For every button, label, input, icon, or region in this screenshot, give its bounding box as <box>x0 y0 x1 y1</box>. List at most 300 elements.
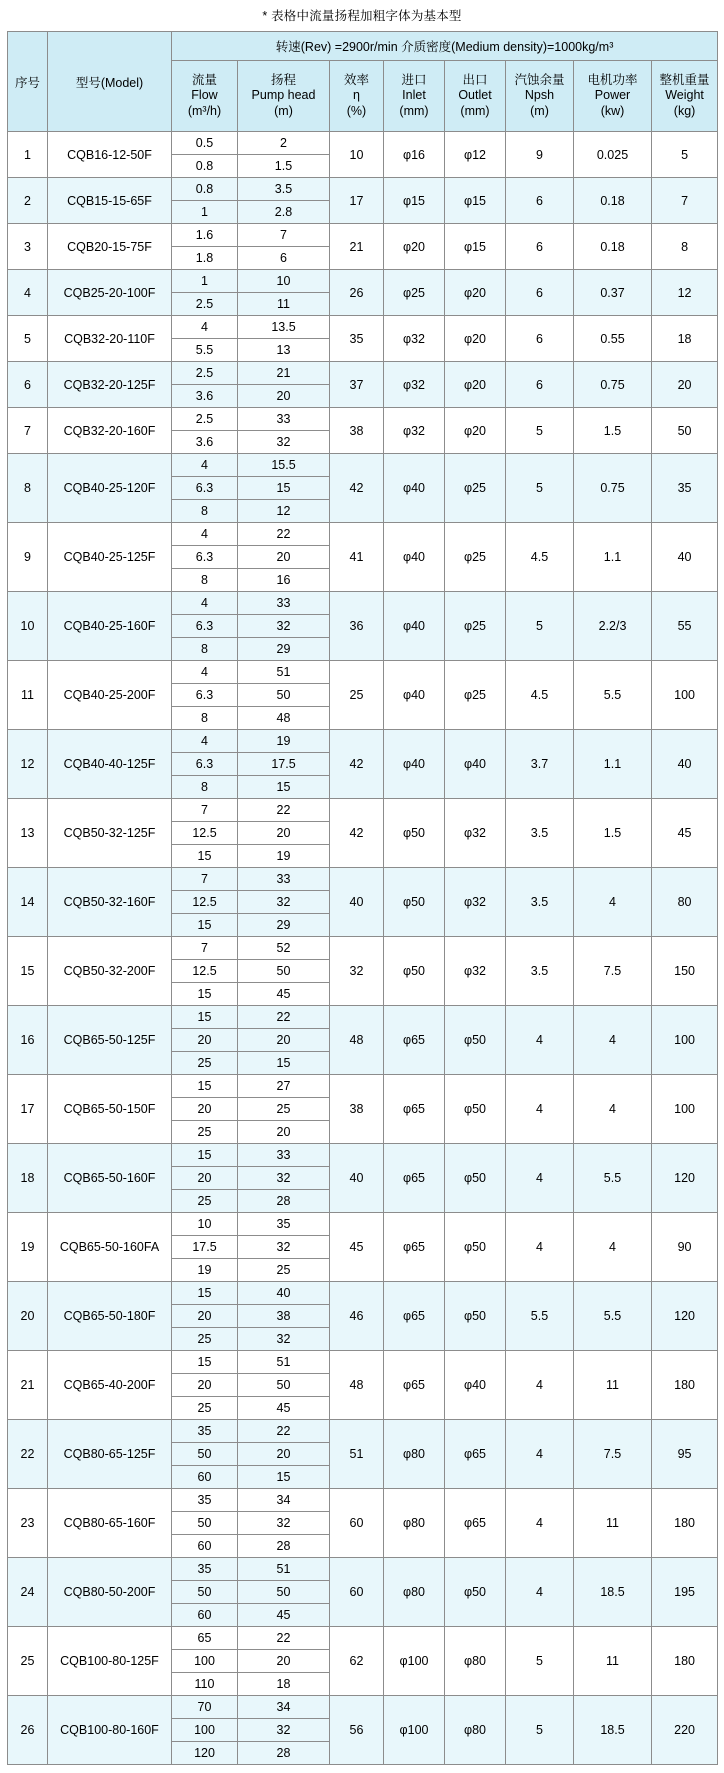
cell-flow-group <box>172 1144 238 1213</box>
cell-head-group <box>238 523 330 592</box>
cell-flow-group <box>172 592 238 661</box>
column-header-weight-cn: 整机重量 <box>659 72 710 87</box>
table-row <box>8 1489 718 1558</box>
cell-flow: 15 <box>172 914 237 937</box>
cell-flow-group <box>172 1420 238 1489</box>
table-row <box>8 1351 718 1420</box>
cell-head: 45 <box>238 1397 329 1420</box>
cell-head-group <box>238 799 330 868</box>
cell-efficiency: 60 <box>330 1558 384 1627</box>
cell-model: CQB65-50-125F <box>48 1006 172 1075</box>
cell-index: 4 <box>8 270 48 316</box>
cell-flow: 8 <box>172 569 237 592</box>
cell-outlet: φ80 <box>445 1696 506 1765</box>
cell-flow: 20 <box>172 1374 237 1397</box>
column-header-efficiency-cn: 效率 <box>343 72 369 87</box>
cell-head: 13 <box>238 339 329 362</box>
cell-npsh: 6 <box>506 362 574 408</box>
cell-power: 4 <box>574 868 652 937</box>
cell-weight: 20 <box>652 362 718 408</box>
cell-npsh: 4.5 <box>506 523 574 592</box>
cell-index: 13 <box>8 799 48 868</box>
cell-head: 32 <box>238 615 329 638</box>
cell-inlet: φ65 <box>384 1282 445 1351</box>
cell-head-group <box>238 730 330 799</box>
cell-flow: 2.5 <box>172 408 237 431</box>
cell-head: 40 <box>238 1282 329 1305</box>
cell-model: CQB65-50-160FA <box>48 1213 172 1282</box>
cell-head: 15 <box>238 776 329 799</box>
cell-head: 28 <box>238 1742 329 1765</box>
cell-flow-group <box>172 1282 238 1351</box>
cell-power: 0.18 <box>574 224 652 270</box>
cell-outlet: φ20 <box>445 316 506 362</box>
table-row <box>8 316 718 362</box>
cell-head: 20 <box>238 385 329 408</box>
cell-head: 50 <box>238 684 329 707</box>
cell-head-group <box>238 132 330 178</box>
cell-flow: 1 <box>172 201 237 224</box>
cell-outlet: φ12 <box>445 132 506 178</box>
cell-flow: 120 <box>172 1742 237 1765</box>
cell-head-group <box>238 592 330 661</box>
column-header-inlet-cn: 进口 <box>401 72 427 87</box>
cell-inlet: φ65 <box>384 1144 445 1213</box>
cell-inlet: φ50 <box>384 799 445 868</box>
cell-flow: 4 <box>172 730 237 753</box>
cell-power: 0.025 <box>574 132 652 178</box>
table-header <box>8 32 718 132</box>
cell-head-group <box>238 1351 330 1420</box>
cell-weight: 100 <box>652 1006 718 1075</box>
cell-model: CQB25-20-100F <box>48 270 172 316</box>
cell-index: 12 <box>8 730 48 799</box>
cell-flow: 4 <box>172 592 237 615</box>
table-row <box>8 132 718 178</box>
cell-flow: 15 <box>172 983 237 1006</box>
cell-model: CQB65-50-150F <box>48 1075 172 1144</box>
cell-npsh: 6 <box>506 270 574 316</box>
cell-flow: 6.3 <box>172 753 237 776</box>
cell-power: 1.1 <box>574 730 652 799</box>
column-header-npsh-unit: (m) <box>530 103 549 118</box>
column-header-weight-unit: (kg) <box>673 103 696 118</box>
cell-outlet: φ25 <box>445 661 506 730</box>
cell-flow: 20 <box>172 1029 237 1052</box>
cell-model: CQB40-25-160F <box>48 592 172 661</box>
column-header-outlet <box>445 61 506 132</box>
table-row <box>8 1420 718 1489</box>
column-header-outlet-unit: (mm) <box>460 103 490 118</box>
cell-inlet: φ65 <box>384 1006 445 1075</box>
cell-head: 21 <box>238 362 329 385</box>
cell-flow-group <box>172 661 238 730</box>
cell-flow: 60 <box>172 1535 237 1558</box>
cell-head-group <box>238 454 330 523</box>
cell-model: CQB80-65-125F <box>48 1420 172 1489</box>
cell-head: 29 <box>238 914 329 937</box>
cell-head: 50 <box>238 960 329 983</box>
cell-head: 45 <box>238 983 329 1006</box>
column-header-outlet-en: Outlet <box>458 88 492 103</box>
cell-npsh: 4 <box>506 1351 574 1420</box>
cell-head: 20 <box>238 1029 329 1052</box>
cell-efficiency: 48 <box>330 1351 384 1420</box>
cell-flow: 50 <box>172 1512 237 1535</box>
cell-flow-group <box>172 224 238 270</box>
cell-head: 22 <box>238 1006 329 1029</box>
cell-inlet: φ80 <box>384 1558 445 1627</box>
column-header-power-cn: 电机功率 <box>587 72 638 87</box>
column-header-efficiency-sym: η <box>353 88 360 103</box>
cell-head-group <box>238 937 330 1006</box>
cell-inlet: φ40 <box>384 730 445 799</box>
cell-head-group <box>238 1144 330 1213</box>
table-row <box>8 178 718 224</box>
cell-head: 51 <box>238 661 329 684</box>
cell-head-group <box>238 868 330 937</box>
cell-weight: 7 <box>652 178 718 224</box>
cell-head: 50 <box>238 1374 329 1397</box>
cell-flow: 20 <box>172 1305 237 1328</box>
cell-flow: 0.5 <box>172 132 237 155</box>
cell-head: 22 <box>238 1420 329 1443</box>
cell-head: 32 <box>238 431 329 454</box>
cell-npsh: 4 <box>506 1489 574 1558</box>
cell-efficiency: 56 <box>330 1696 384 1765</box>
table-row <box>8 1558 718 1627</box>
cell-flow: 25 <box>172 1052 237 1075</box>
cell-power: 1.5 <box>574 799 652 868</box>
cell-power: 11 <box>574 1351 652 1420</box>
cell-head: 20 <box>238 822 329 845</box>
cell-head: 27 <box>238 1075 329 1098</box>
cell-model: CQB40-25-200F <box>48 661 172 730</box>
cell-flow: 70 <box>172 1696 237 1719</box>
cell-flow-group <box>172 1696 238 1765</box>
cell-head: 52 <box>238 937 329 960</box>
cell-head: 28 <box>238 1535 329 1558</box>
cell-model: CQB20-15-75F <box>48 224 172 270</box>
cell-flow-group <box>172 1558 238 1627</box>
cell-head: 1.5 <box>238 155 329 178</box>
cell-flow: 25 <box>172 1121 237 1144</box>
cell-model: CQB32-20-160F <box>48 408 172 454</box>
column-header-power-unit: (kw) <box>600 103 625 118</box>
cell-flow: 5.5 <box>172 339 237 362</box>
cell-flow-group <box>172 868 238 937</box>
cell-power: 4 <box>574 1213 652 1282</box>
cell-head: 45 <box>238 1604 329 1627</box>
cell-head: 25 <box>238 1259 329 1282</box>
cell-flow-group <box>172 1351 238 1420</box>
cell-head: 33 <box>238 408 329 431</box>
column-header-npsh <box>506 61 574 132</box>
column-header-weight <box>652 61 718 132</box>
column-header-flow <box>172 61 238 132</box>
cell-model: CQB32-20-110F <box>48 316 172 362</box>
cell-outlet: φ80 <box>445 1627 506 1696</box>
cell-flow-group <box>172 316 238 362</box>
cell-model: CQB65-50-180F <box>48 1282 172 1351</box>
cell-head: 22 <box>238 523 329 546</box>
table-row <box>8 661 718 730</box>
cell-npsh: 4 <box>506 1006 574 1075</box>
cell-index: 20 <box>8 1282 48 1351</box>
cell-inlet: φ32 <box>384 316 445 362</box>
table-row <box>8 270 718 316</box>
cell-flow-group <box>172 178 238 224</box>
cell-model: CQB80-65-160F <box>48 1489 172 1558</box>
cell-flow-group <box>172 408 238 454</box>
cell-flow: 1 <box>172 270 237 293</box>
cell-model: CQB100-80-125F <box>48 1627 172 1696</box>
table-row <box>8 937 718 1006</box>
pump-specification-table <box>7 31 718 1765</box>
cell-weight: 100 <box>652 1075 718 1144</box>
cell-efficiency: 25 <box>330 661 384 730</box>
cell-index: 8 <box>8 454 48 523</box>
column-header-head-en: Pump head <box>251 88 316 103</box>
cell-power: 0.37 <box>574 270 652 316</box>
cell-head: 7 <box>238 224 329 247</box>
cell-head: 32 <box>238 891 329 914</box>
column-header-flow-en: Flow <box>191 88 218 103</box>
cell-flow-group <box>172 523 238 592</box>
cell-head: 11 <box>238 293 329 316</box>
cell-head: 16 <box>238 569 329 592</box>
cell-inlet: φ40 <box>384 592 445 661</box>
cell-head: 33 <box>238 868 329 891</box>
cell-head: 32 <box>238 1328 329 1351</box>
cell-head: 50 <box>238 1581 329 1604</box>
cell-flow: 50 <box>172 1581 237 1604</box>
cell-model: CQB16-12-50F <box>48 132 172 178</box>
table-row <box>8 1075 718 1144</box>
cell-model: CQB40-25-120F <box>48 454 172 523</box>
cell-flow-group <box>172 1489 238 1558</box>
cell-head: 32 <box>238 1512 329 1535</box>
cell-head: 33 <box>238 1144 329 1167</box>
cell-head-group <box>238 1282 330 1351</box>
cell-index: 22 <box>8 1420 48 1489</box>
cell-index: 2 <box>8 178 48 224</box>
cell-weight: 35 <box>652 454 718 523</box>
cell-flow-group <box>172 454 238 523</box>
cell-inlet: φ15 <box>384 178 445 224</box>
column-header-head <box>238 61 330 132</box>
cell-npsh: 4 <box>506 1075 574 1144</box>
cell-model: CQB15-15-65F <box>48 178 172 224</box>
cell-index: 21 <box>8 1351 48 1420</box>
cell-head-group <box>238 1696 330 1765</box>
cell-npsh: 4 <box>506 1558 574 1627</box>
cell-power: 0.75 <box>574 454 652 523</box>
cell-efficiency: 42 <box>330 799 384 868</box>
cell-flow: 2.5 <box>172 362 237 385</box>
column-header-npsh-cn: 汽蚀余量 <box>514 72 565 87</box>
cell-flow: 0.8 <box>172 155 237 178</box>
cell-power: 2.2/3 <box>574 592 652 661</box>
cell-flow: 7 <box>172 799 237 822</box>
cell-weight: 95 <box>652 1420 718 1489</box>
cell-head-group <box>238 661 330 730</box>
cell-npsh: 3.5 <box>506 937 574 1006</box>
cell-outlet: φ20 <box>445 362 506 408</box>
cell-weight: 40 <box>652 730 718 799</box>
table-row <box>8 523 718 592</box>
cell-weight: 150 <box>652 937 718 1006</box>
cell-index: 18 <box>8 1144 48 1213</box>
cell-power: 11 <box>574 1489 652 1558</box>
cell-power: 5.5 <box>574 1144 652 1213</box>
cell-head: 28 <box>238 1190 329 1213</box>
cell-head: 35 <box>238 1213 329 1236</box>
cell-head: 17.5 <box>238 753 329 776</box>
cell-flow: 15 <box>172 845 237 868</box>
cell-flow: 4 <box>172 523 237 546</box>
cell-head: 32 <box>238 1236 329 1259</box>
cell-npsh: 6 <box>506 224 574 270</box>
cell-efficiency: 21 <box>330 224 384 270</box>
cell-index: 25 <box>8 1627 48 1696</box>
cell-flow-group <box>172 730 238 799</box>
cell-flow: 12.5 <box>172 960 237 983</box>
cell-head: 12 <box>238 500 329 523</box>
cell-head: 13.5 <box>238 316 329 339</box>
cell-head: 29 <box>238 638 329 661</box>
cell-flow: 15 <box>172 1351 237 1374</box>
cell-flow: 50 <box>172 1443 237 1466</box>
cell-flow: 2.5 <box>172 293 237 316</box>
cell-efficiency: 46 <box>330 1282 384 1351</box>
cell-head: 19 <box>238 845 329 868</box>
cell-weight: 180 <box>652 1489 718 1558</box>
cell-head: 20 <box>238 1121 329 1144</box>
cell-head-group <box>238 1420 330 1489</box>
cell-index: 15 <box>8 937 48 1006</box>
table-row <box>8 1213 718 1282</box>
cell-weight: 195 <box>652 1558 718 1627</box>
cell-outlet: φ20 <box>445 270 506 316</box>
column-header-inlet <box>384 61 445 132</box>
cell-head-group <box>238 1006 330 1075</box>
cell-flow-group <box>172 1627 238 1696</box>
table-row <box>8 868 718 937</box>
table-row <box>8 730 718 799</box>
cell-inlet: φ65 <box>384 1075 445 1144</box>
cell-inlet: φ80 <box>384 1489 445 1558</box>
cell-head: 51 <box>238 1558 329 1581</box>
cell-outlet: φ50 <box>445 1282 506 1351</box>
cell-model: CQB32-20-125F <box>48 362 172 408</box>
cell-flow-group <box>172 132 238 178</box>
cell-head: 6 <box>238 247 329 270</box>
cell-head: 38 <box>238 1305 329 1328</box>
cell-model: CQB50-32-160F <box>48 868 172 937</box>
cell-flow: 8 <box>172 500 237 523</box>
cell-efficiency: 38 <box>330 1075 384 1144</box>
cell-outlet: φ25 <box>445 523 506 592</box>
table-row <box>8 1627 718 1696</box>
table-row <box>8 592 718 661</box>
cell-weight: 18 <box>652 316 718 362</box>
cell-power: 18.5 <box>574 1558 652 1627</box>
conditions-row <box>8 32 718 61</box>
cell-head: 32 <box>238 1167 329 1190</box>
cell-head-group <box>238 408 330 454</box>
cell-flow: 6.3 <box>172 684 237 707</box>
cell-flow-group <box>172 799 238 868</box>
cell-head-group <box>238 1075 330 1144</box>
cell-head: 19 <box>238 730 329 753</box>
cell-outlet: φ32 <box>445 799 506 868</box>
cell-flow: 4 <box>172 661 237 684</box>
cell-flow: 20 <box>172 1167 237 1190</box>
cell-flow: 25 <box>172 1397 237 1420</box>
cell-flow-group <box>172 270 238 316</box>
cell-flow-group <box>172 362 238 408</box>
cell-head: 15.5 <box>238 454 329 477</box>
cell-flow: 15 <box>172 1075 237 1098</box>
cell-inlet: φ16 <box>384 132 445 178</box>
cell-power: 0.55 <box>574 316 652 362</box>
operating-conditions: 转速(Rev) =2900r/min 介质密度(Medium density)=1000kg/m³ <box>172 32 718 61</box>
cell-outlet: φ65 <box>445 1489 506 1558</box>
cell-npsh: 4 <box>506 1144 574 1213</box>
cell-power: 4 <box>574 1075 652 1144</box>
cell-npsh: 5 <box>506 408 574 454</box>
cell-npsh: 9 <box>506 132 574 178</box>
cell-outlet: φ50 <box>445 1075 506 1144</box>
table-row <box>8 1144 718 1213</box>
cell-head-group <box>238 1213 330 1282</box>
cell-flow: 35 <box>172 1558 237 1581</box>
cell-power: 7.5 <box>574 1420 652 1489</box>
cell-flow: 6.3 <box>172 546 237 569</box>
cell-flow: 12.5 <box>172 822 237 845</box>
cell-head-group <box>238 270 330 316</box>
cell-power: 1.5 <box>574 408 652 454</box>
cell-power: 7.5 <box>574 937 652 1006</box>
cell-outlet: φ25 <box>445 454 506 523</box>
cell-efficiency: 26 <box>330 270 384 316</box>
cell-outlet: φ50 <box>445 1558 506 1627</box>
cell-flow: 6.3 <box>172 615 237 638</box>
cell-flow-group <box>172 1006 238 1075</box>
cell-head-group <box>238 1489 330 1558</box>
cell-flow: 35 <box>172 1489 237 1512</box>
cell-outlet: φ40 <box>445 730 506 799</box>
cell-flow: 7 <box>172 868 237 891</box>
column-header-model: 型号(Model) <box>48 32 172 132</box>
cell-flow: 12.5 <box>172 891 237 914</box>
table-row <box>8 454 718 523</box>
cell-model: CQB80-50-200F <box>48 1558 172 1627</box>
cell-model: CQB65-50-160F <box>48 1144 172 1213</box>
cell-weight: 220 <box>652 1696 718 1765</box>
cell-efficiency: 60 <box>330 1489 384 1558</box>
cell-power: 5.5 <box>574 1282 652 1351</box>
cell-outlet: φ50 <box>445 1213 506 1282</box>
cell-head-group <box>238 1558 330 1627</box>
cell-power: 5.5 <box>574 661 652 730</box>
cell-index: 23 <box>8 1489 48 1558</box>
table-row <box>8 1696 718 1765</box>
cell-index: 19 <box>8 1213 48 1282</box>
cell-flow: 3.6 <box>172 431 237 454</box>
cell-flow: 1.6 <box>172 224 237 247</box>
